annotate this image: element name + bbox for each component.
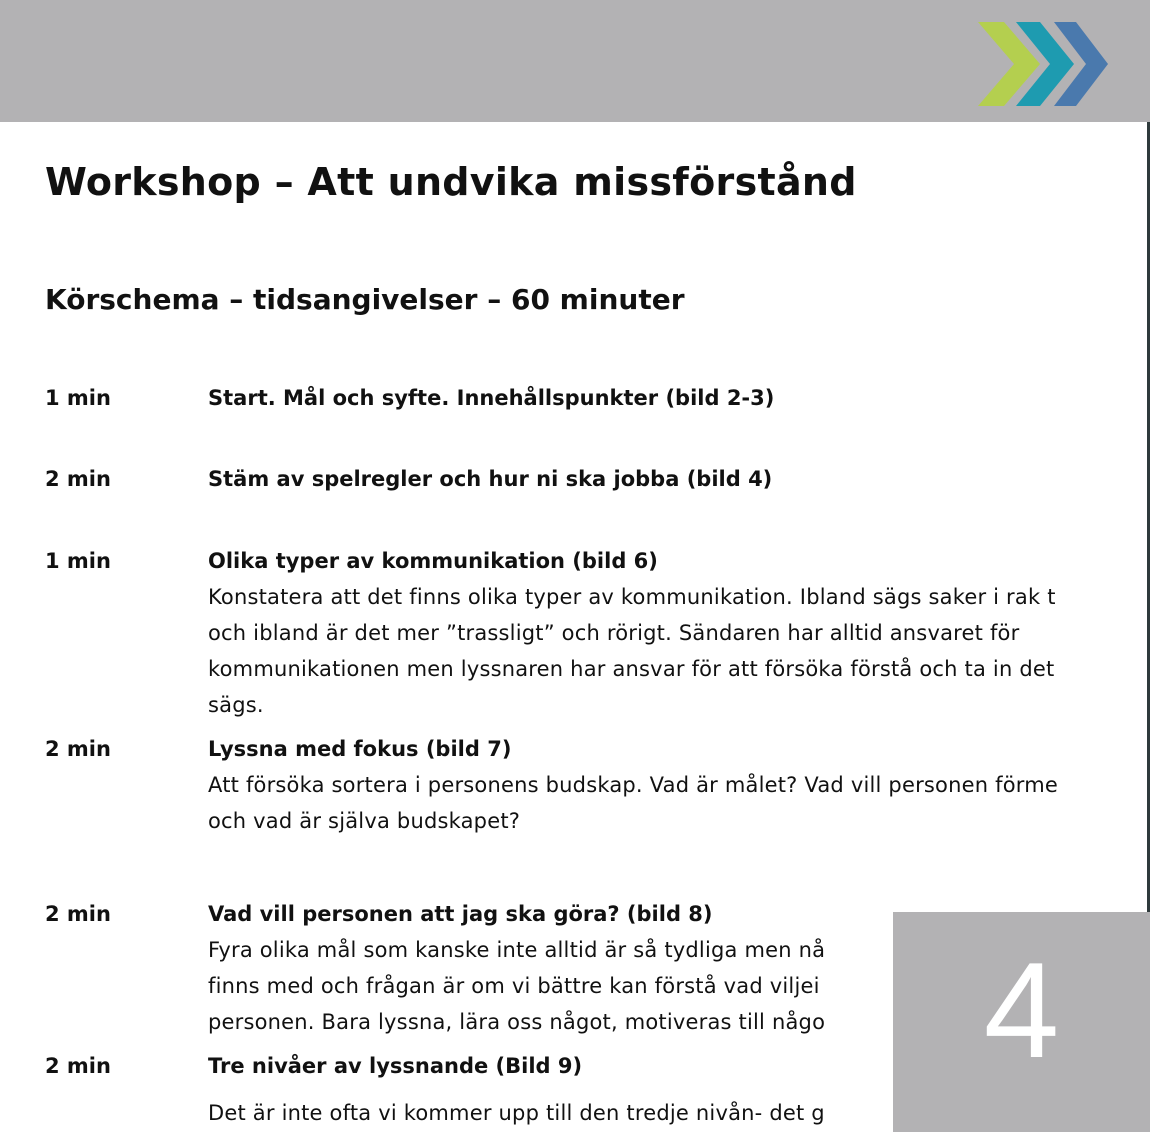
schedule-description-line: Det är inte ofta vi kommer upp till den tredje nivån- det g [208, 1101, 825, 1125]
schedule-description-line: och ibland är det mer ”trassligt” och rörigt. Sändaren har alltid ansvaret för [208, 621, 1020, 645]
schedule-heading: Vad vill personen att jag ska göra? (bild 8) [208, 902, 713, 926]
page-number-box [893, 912, 1150, 1132]
schedule-description-line: personen. Bara lyssna, lära oss något, motiveras till någo [208, 1010, 826, 1034]
schedule-heading: Stäm av spelregler och hur ni ska jobba (bild 4) [208, 467, 773, 491]
schedule-time: 2 min [45, 902, 111, 926]
schedule-description-line: kommunikationen men lyssnaren har ansvar för att försöka förstå och ta in det [208, 657, 1055, 681]
schedule-subtitle: Körschema – tidsangivelser – 60 minuter [45, 283, 685, 316]
page-title: Workshop – Att undvika missförstånd [45, 160, 857, 204]
header-band [0, 0, 1150, 122]
schedule-heading: Lyssna med fokus (bild 7) [208, 737, 512, 761]
schedule-description-line: sägs. [208, 693, 264, 717]
schedule-description-line: Konstatera att det finns olika typer av kommunikation. Ibland sägs saker i rak t [208, 585, 1056, 609]
schedule-time: 1 min [45, 549, 111, 573]
schedule-heading: Start. Mål och syfte. Innehållspunkter (bild 2-3) [208, 386, 775, 410]
schedule-description-line: och vad är själva budskapet? [208, 809, 521, 833]
schedule-description-line: finns med och frågan är om vi bättre kan förstå vad viljei [208, 974, 820, 998]
schedule-description-line: Att försöka sortera i personens budskap. Vad är målet? Vad vill personen förme [208, 773, 1058, 797]
page-number: 4 [983, 934, 1060, 1086]
chevron-arrows-logo [970, 14, 1110, 114]
schedule-time: 2 min [45, 737, 111, 761]
schedule-description-line: Fyra olika mål som kanske inte alltid är så tydliga men nå [208, 938, 826, 962]
schedule-time: 2 min [45, 1054, 111, 1078]
schedule-time: 2 min [45, 467, 111, 491]
schedule-time: 1 min [45, 386, 111, 410]
schedule-heading: Tre nivåer av lyssnande (Bild 9) [208, 1054, 583, 1078]
schedule-heading: Olika typer av kommunikation (bild 6) [208, 549, 658, 573]
